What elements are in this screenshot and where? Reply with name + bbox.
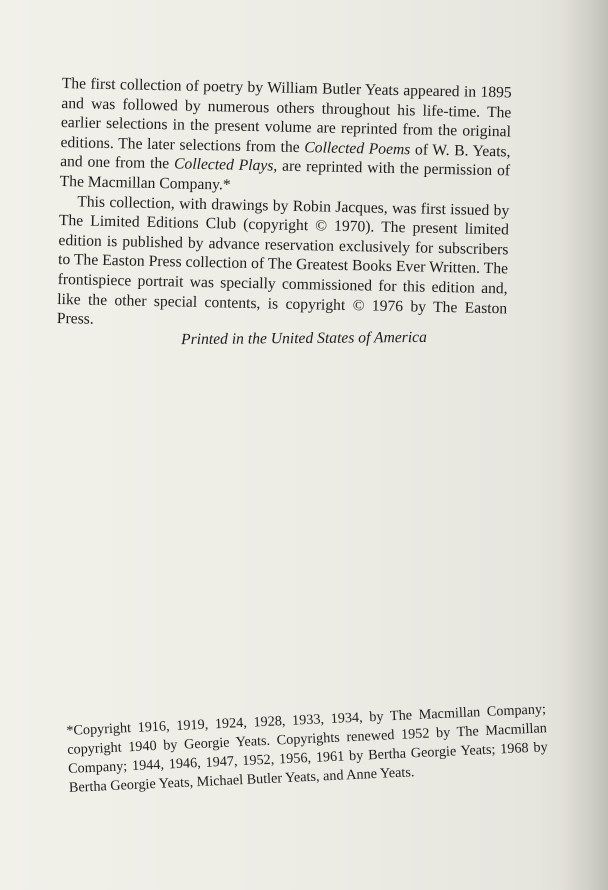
collected-plays-title: Collected Plays,: [173, 155, 278, 175]
copyright-footnote-text: *Copyright 1916, 1919, 1924, 1928, 1933, 1934, by The Macmillan Company; copyright 1940 by Georgie Yeats. Copyrights renewed 1952 by The Macmillan Company; 1944, 1946, 1947, 1952, 1956, 1961 by Bertha Georgie Yeats; 1968 by Bertha Georgie Yeats, Michael Butler Yeats, and Anne Yeats.: [66, 701, 549, 796]
colophon-paragraph-edition-info: This collection, with drawings by Robin Jacques, was first issued by The Limited Editions Club (copyright © 1970). The present limited edition is published by advance reservation exclusively for subscribers to The Easton Press collection of The Greatest Books Ever Written. The frontispiece portrait was specially commissioned for this edition and, like the other special contents, is copyright © 1976 by The Easton Press.: [56, 192, 510, 328]
collected-poems-title: Collected Poems: [304, 138, 411, 159]
colophon-text: [57, 74, 512, 338]
printed-in-line: Printed in the United States of America: [181, 328, 427, 349]
colophon-paragraph-1-part-a: The first collection of poetry by William Butler Yeats appeared in 1895 and was followed by numerous others throughout his life-time. The earlier selections in the present volume are reprinted from the original editions. The later selections from the: [60, 74, 512, 156]
colophon-paragraph-1-part-b: of W. B. Yeats, and one from the: [59, 141, 511, 173]
colophon-paragraph-publication-history: [60, 74, 512, 201]
colophon-paragraph-1-part-c: are reprinted with the permission of The Macmillan Company.*: [59, 157, 511, 194]
copyright-footnote: [66, 700, 549, 798]
page-binding-shadow: [562, 0, 608, 890]
